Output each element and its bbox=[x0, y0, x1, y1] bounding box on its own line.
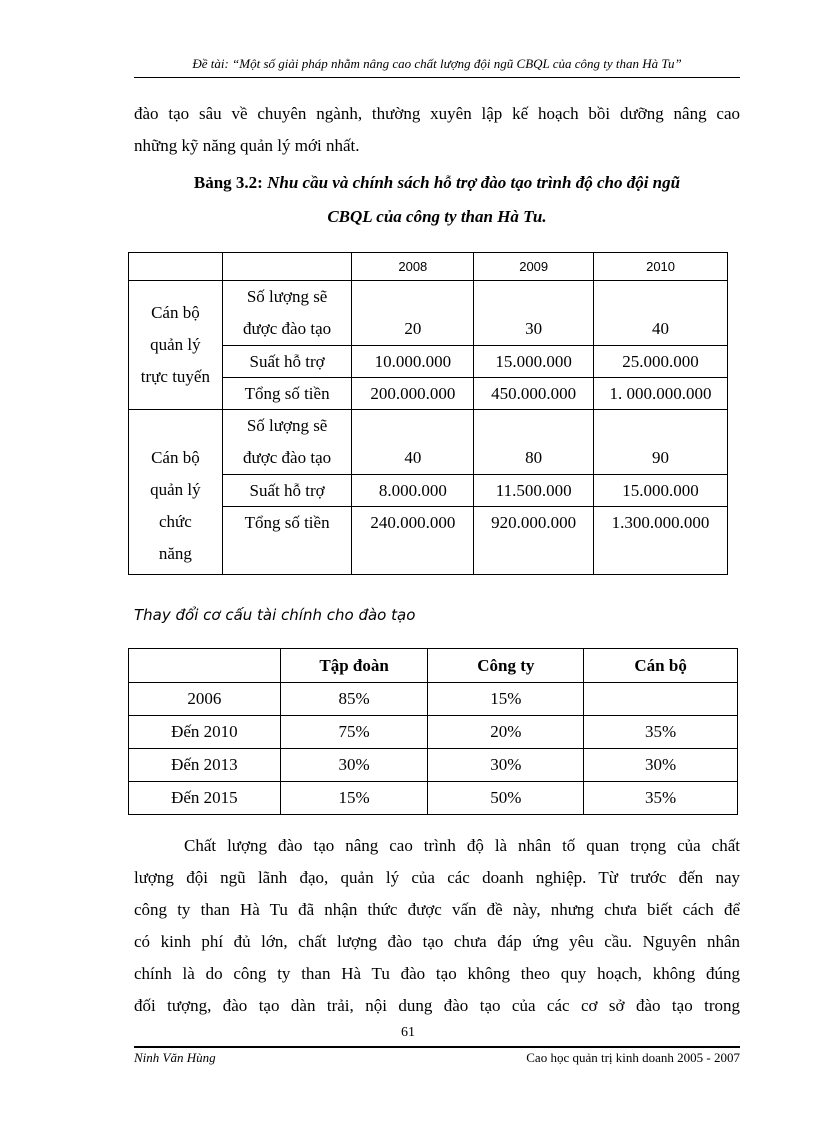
header-cell bbox=[129, 649, 281, 683]
footer-author: Ninh Văn Hùng bbox=[134, 1050, 216, 1065]
value-cell: 8.000.000 bbox=[352, 475, 474, 507]
header-rule bbox=[134, 77, 740, 78]
value-cell: 35% bbox=[584, 716, 738, 749]
value-cell: 1.300.000.000 bbox=[594, 507, 728, 575]
value-cell: 15.000.000 bbox=[474, 346, 594, 378]
group-name: Cán bộ quản lý chức năng bbox=[129, 410, 223, 575]
group-name: Cán bộ quản lý trực tuyến bbox=[129, 281, 223, 410]
value-cell: 15% bbox=[280, 782, 428, 815]
row-label: Tổng số tiền bbox=[222, 507, 352, 575]
table1-label: Bảng 3.2: bbox=[193, 173, 263, 192]
table2-title: Thay đổi cơ cấu tài chính cho đào tạo bbox=[134, 606, 416, 624]
value-cell: 90 bbox=[594, 410, 728, 475]
value-cell: 450.000.000 bbox=[474, 378, 594, 410]
body-line: lượng đội ngũ lãnh đạo, quản lý của các doanh nghiệp. Từ trước đến nay bbox=[134, 868, 740, 887]
page-number: 61 bbox=[401, 1025, 415, 1040]
year-header: 2008 bbox=[352, 253, 474, 281]
value-cell bbox=[584, 683, 738, 716]
year-cell: Đến 2013 bbox=[129, 749, 281, 782]
value-cell: 30% bbox=[584, 749, 738, 782]
running-header: Đề tài: “Một số giải pháp nhằm nâng cao chất lượng đội ngũ CBQL của công ty than Hà Tu” bbox=[192, 56, 682, 71]
row-label: Suất hỗ trợ bbox=[222, 346, 352, 378]
intro-line: đào tạo sâu về chuyên ngành, thường xuyên lập kế hoạch bồi dưỡng nâng cao bbox=[134, 104, 740, 123]
value-cell: 25.000.000 bbox=[594, 346, 728, 378]
row-label: Suất hỗ trợ bbox=[222, 475, 352, 507]
body-line: chính là do công ty than Hà Tu đào tạo không theo quy hoạch, không đúng bbox=[134, 964, 740, 983]
value-cell: 30% bbox=[428, 749, 584, 782]
year-header: 2009 bbox=[474, 253, 594, 281]
footer-rule bbox=[134, 1046, 740, 1048]
value-cell: 30% bbox=[280, 749, 428, 782]
body-line: đối tượng, đào tạo dàn trải, nội dung đào tạo của các cơ sở đào tạo trong bbox=[134, 996, 740, 1015]
value-cell: 11.500.000 bbox=[474, 475, 594, 507]
value-cell: 30 bbox=[474, 281, 594, 346]
value-cell: 920.000.000 bbox=[474, 507, 594, 575]
value-cell: 20 bbox=[352, 281, 474, 346]
year-header: 2010 bbox=[594, 253, 728, 281]
year-cell: Đến 2015 bbox=[129, 782, 281, 815]
row-label: Tổng số tiền bbox=[222, 378, 352, 410]
value-cell: 20% bbox=[428, 716, 584, 749]
table1-caption bbox=[134, 166, 740, 234]
value-cell: 40 bbox=[594, 281, 728, 346]
row-label: Số lượng sẽ được đào tạo bbox=[222, 281, 352, 346]
body-line: có kinh phí đủ lớn, chất lượng đào tạo chưa đáp ứng yêu cầu. Nguyên nhân bbox=[134, 932, 740, 951]
value-cell: 85% bbox=[280, 683, 428, 716]
corner-cell bbox=[129, 253, 223, 281]
value-cell: 10.000.000 bbox=[352, 346, 474, 378]
header-cell: Cán bộ bbox=[584, 649, 738, 683]
value-cell: 50% bbox=[428, 782, 584, 815]
year-cell: Đến 2010 bbox=[129, 716, 281, 749]
value-cell: 200.000.000 bbox=[352, 378, 474, 410]
header-cell: Công ty bbox=[428, 649, 584, 683]
value-cell: 75% bbox=[280, 716, 428, 749]
financial-structure-table bbox=[128, 648, 738, 815]
training-needs-table bbox=[128, 252, 728, 575]
table1-title-line2: CBQL của công ty than Hà Tu. bbox=[327, 207, 547, 226]
value-cell: 15.000.000 bbox=[594, 475, 728, 507]
value-cell: 35% bbox=[584, 782, 738, 815]
body-paragraph bbox=[134, 830, 740, 1022]
footer-program: Cao học quản trị kinh doanh 2005 - 2007 bbox=[526, 1050, 740, 1065]
value-cell: 15% bbox=[428, 683, 584, 716]
row-label: Số lượng sẽ được đào tạo bbox=[222, 410, 352, 475]
body-line: công ty than Hà Tu đã nhận thức được vấn đề này, nhưng chưa biết cách để bbox=[134, 900, 740, 919]
value-cell: 240.000.000 bbox=[352, 507, 474, 575]
body-line: Chất lượng đào tạo nâng cao trình độ là nhân tố quan trọng của chất bbox=[184, 836, 740, 855]
intro-line: những kỹ năng quản lý mới nhất. bbox=[134, 136, 360, 155]
value-cell: 40 bbox=[352, 410, 474, 475]
header-cell: Tập đoàn bbox=[280, 649, 428, 683]
value-cell: 80 bbox=[474, 410, 594, 475]
intro-paragraph bbox=[134, 98, 740, 162]
value-cell: 1. 000.000.000 bbox=[594, 378, 728, 410]
table1-title-line1: Nhu cầu và chính sách hỗ trợ đào tạo trình độ cho đội ngũ bbox=[267, 173, 681, 192]
corner-cell bbox=[222, 253, 352, 281]
year-cell: 2006 bbox=[129, 683, 281, 716]
